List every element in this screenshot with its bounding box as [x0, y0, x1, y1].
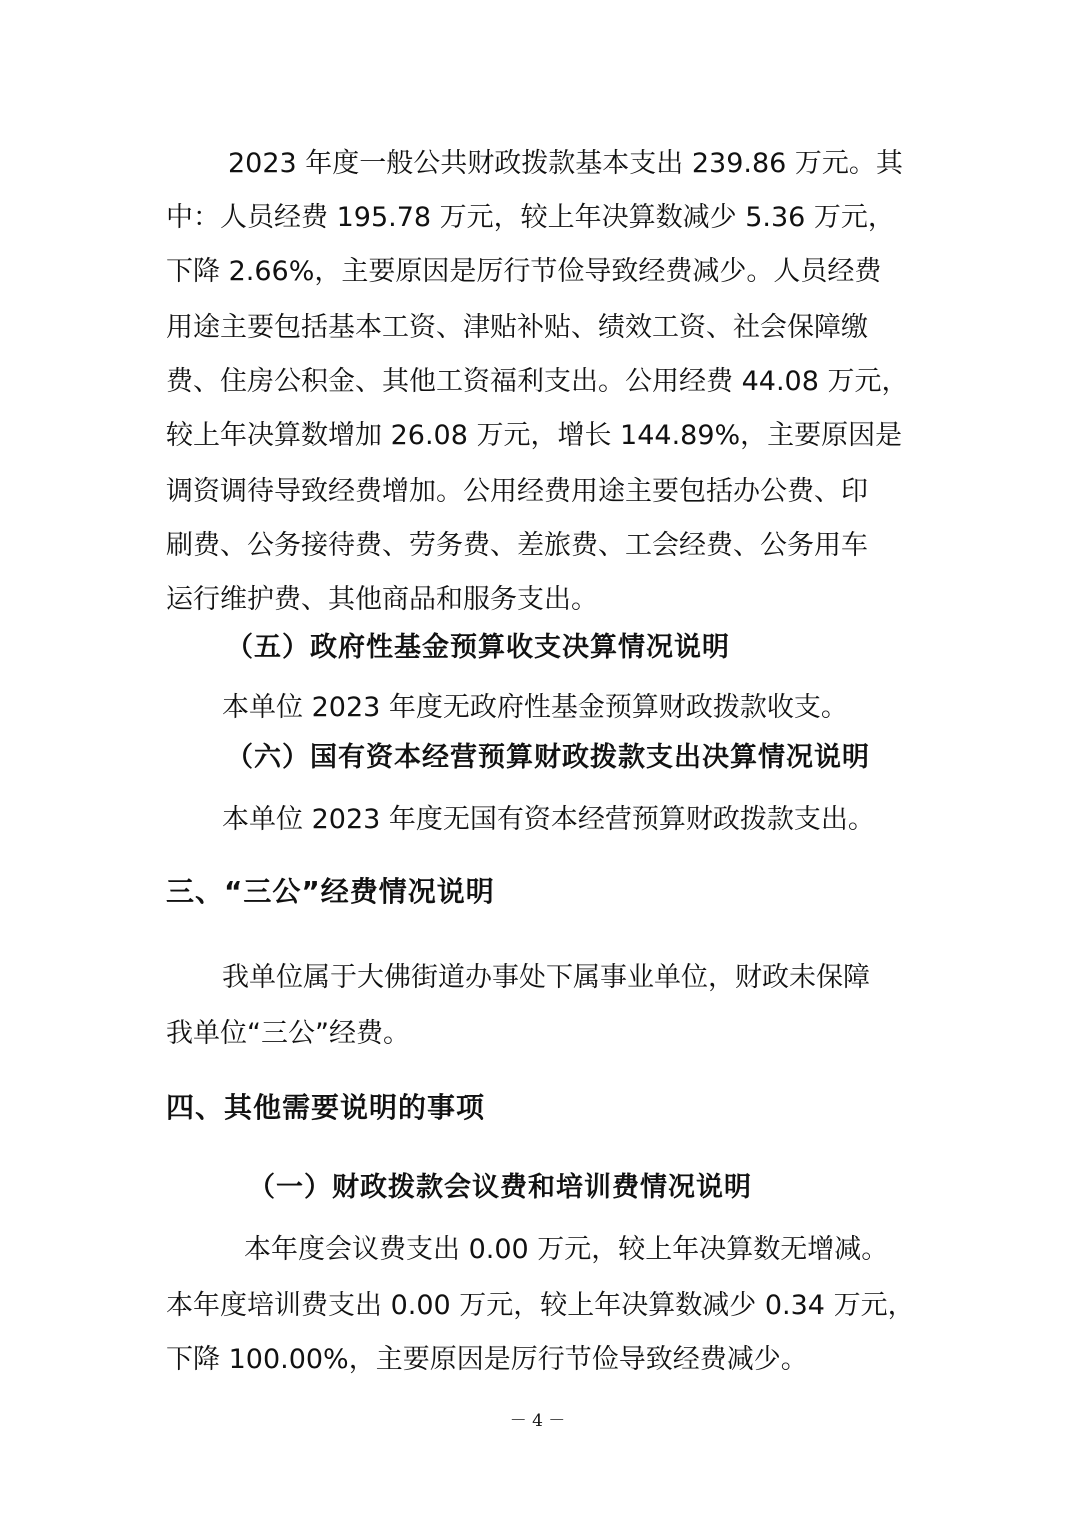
sub-heading-1: （一）财政拨款会议费和培训费情况说明 — [248, 1172, 752, 1203]
paragraph-line: 费、住房公积金、其他工资福利支出。公用经费 44.08 万元， — [166, 366, 909, 397]
paragraph-line: 我单位属于大佛街道办事处下属事业单位，财政未保障 — [222, 962, 870, 993]
page-number: － 4 － — [509, 1411, 566, 1431]
section-text-5: 本单位 2023 年度无政府性基金预算财政拨款收支。 — [222, 692, 848, 723]
paragraph-line: 用途主要包括基本工资、津贴补贴、绩效工资、社会保障缴 — [166, 312, 868, 343]
paragraph-line: 下降 100.00%，主要原因是厉行节俭导致经费减少。 — [166, 1344, 808, 1375]
paragraph-line: 2023 年度一般公共财政拨款基本支出 239.86 万元。其 — [228, 148, 903, 179]
paragraph-line: 刷费、公务接待费、劳务费、差旅费、工会经费、公务用车 — [166, 530, 868, 561]
paragraph-line: 运行维护费、其他商品和服务支出。 — [166, 584, 598, 615]
section-text-6: 本单位 2023 年度无国有资本经营预算财政拨款支出。 — [222, 804, 875, 835]
paragraph-line: 中：人员经费 195.78 万元，较上年决算数减少 5.36 万元， — [166, 202, 895, 233]
paragraph-line: 我单位“三公”经费。 — [166, 1018, 410, 1049]
paragraph-line: 本年度培训费支出 0.00 万元，较上年决算数减少 0.34 万元， — [166, 1290, 915, 1321]
paragraph-line: 调资调待导致经费增加。公用经费用途主要包括办公费、印 — [166, 476, 868, 507]
section-heading-6: （六）国有资本经营预算财政拨款支出决算情况说明 — [226, 742, 870, 773]
paragraph-line: 较上年决算数增加 26.08 万元，增长 144.89%，主要原因是 — [166, 420, 903, 451]
section-heading-5: （五）政府性基金预算收支决算情况说明 — [226, 632, 730, 663]
part-heading-3: 三、“三公”经费情况说明 — [166, 875, 495, 908]
part-heading-4: 四、其他需要说明的事项 — [166, 1091, 486, 1124]
paragraph-line: 本年度会议费支出 0.00 万元，较上年决算数无增减。 — [244, 1234, 889, 1265]
paragraph-line: 下降 2.66%，主要原因是厉行节俭导致经费减少。人员经费 — [166, 256, 882, 287]
